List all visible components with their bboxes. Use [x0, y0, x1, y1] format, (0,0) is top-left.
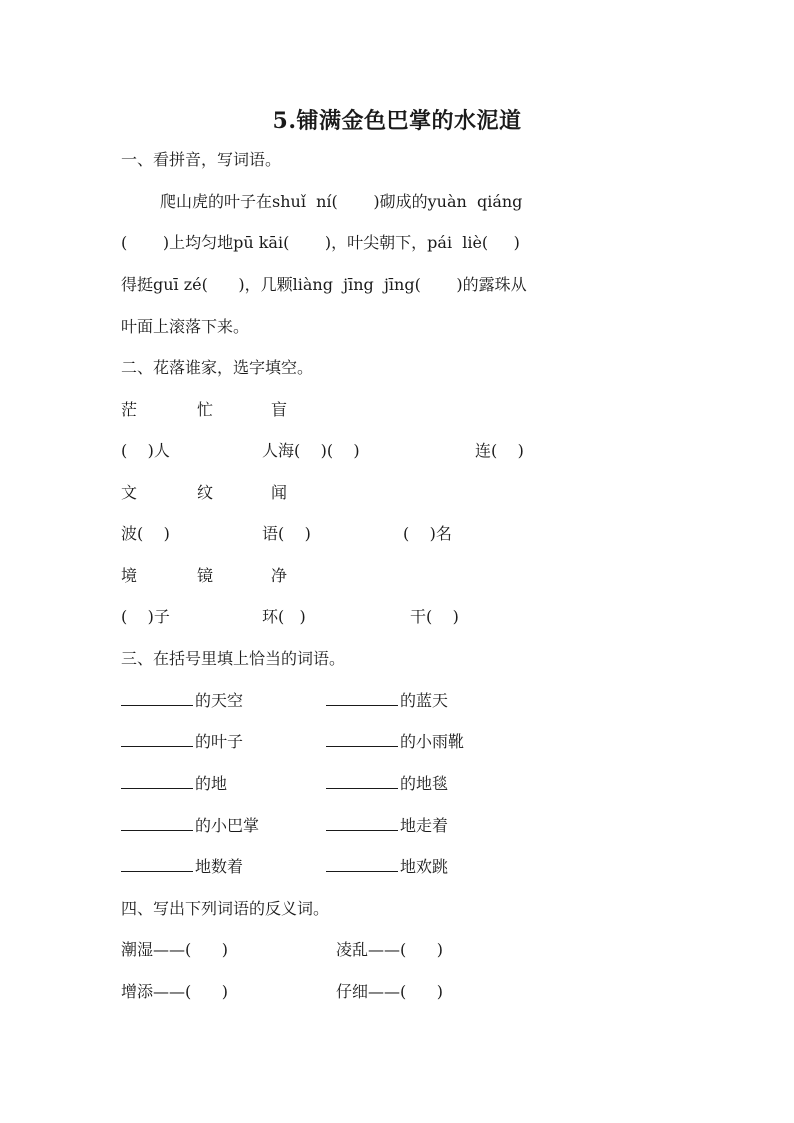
blank-phrase	[326, 816, 448, 836]
char-option: 文	[121, 483, 138, 502]
answer-blank[interactable]	[121, 774, 193, 789]
char-option: 闻	[271, 483, 288, 502]
phrase-suffix: 地数着	[195, 857, 244, 876]
page-title: 5.铺满金色巴掌的水泥道	[272, 108, 522, 134]
char-option: 盲	[271, 400, 288, 419]
antonym-item: 凌乱——( )	[336, 940, 444, 959]
char-option: 境	[121, 566, 138, 585]
blank-phrase	[326, 774, 448, 794]
blank-phrase	[326, 691, 448, 711]
antonym-item: 增添——( )	[121, 982, 229, 1001]
answer-blank[interactable]	[121, 691, 193, 706]
char-option: 忙	[197, 400, 214, 419]
section-1-line-4: 叶面上滚落下来。	[121, 317, 250, 336]
section-1-line-1: 爬山虎的叶子在shuǐ ní( )砌成的yuàn qiáng	[160, 192, 523, 211]
char-option: 纹	[197, 483, 214, 502]
fill-item: 连( )	[475, 441, 524, 460]
answer-blank[interactable]	[326, 691, 398, 706]
blank-phrase	[121, 774, 227, 794]
section-1-line-3: 得挺guī zé( )，几颗liàng jīng jīng( )的露珠从	[121, 275, 527, 294]
answer-blank[interactable]	[326, 732, 398, 747]
blank-phrase	[121, 816, 259, 836]
char-option: 净	[271, 566, 288, 585]
phrase-suffix: 的蓝天	[400, 691, 449, 710]
fill-item: ( )子	[121, 607, 170, 626]
phrase-suffix: 的小巴掌	[195, 816, 260, 835]
fill-item: 环( )	[262, 607, 306, 626]
char-option: 茫	[121, 400, 138, 419]
section-2-heading: 二、花落谁家，选字填空。	[121, 358, 314, 377]
fill-item: 波( )	[121, 524, 170, 543]
fill-item: 语( )	[262, 524, 311, 543]
blank-phrase	[121, 732, 243, 752]
section-3-heading: 三、在括号里填上恰当的词语。	[121, 649, 346, 668]
phrase-suffix: 地欢跳	[400, 857, 449, 876]
answer-blank[interactable]	[121, 857, 193, 872]
section-1-line-2: ( )上均匀地pū kāi( )，叶尖朝下，pái liè( )	[121, 233, 520, 252]
phrase-suffix: 的地	[195, 774, 228, 793]
blank-phrase	[121, 691, 243, 711]
fill-item: ( )名	[403, 524, 452, 543]
answer-blank[interactable]	[121, 816, 193, 831]
char-option: 镜	[197, 566, 214, 585]
phrase-suffix: 地走着	[400, 816, 449, 835]
answer-blank[interactable]	[121, 732, 193, 747]
fill-item: ( )人	[121, 441, 170, 460]
answer-blank[interactable]	[326, 857, 398, 872]
phrase-suffix: 的小雨靴	[400, 732, 465, 751]
blank-phrase	[121, 857, 243, 877]
section-1-heading: 一、看拼音，写词语。	[121, 150, 282, 169]
blank-phrase	[326, 732, 464, 752]
section-4-heading: 四、写出下列词语的反义词。	[121, 899, 330, 918]
fill-item: 干( )	[410, 607, 459, 626]
antonym-item: 潮湿——( )	[121, 940, 229, 959]
answer-blank[interactable]	[326, 816, 398, 831]
fill-item: 人海( )( )	[262, 441, 360, 460]
answer-blank[interactable]	[326, 774, 398, 789]
blank-phrase	[326, 857, 448, 877]
phrase-suffix: 的叶子	[195, 732, 244, 751]
phrase-suffix: 的地毯	[400, 774, 449, 793]
phrase-suffix: 的天空	[195, 691, 244, 710]
antonym-item: 仔细——( )	[336, 982, 444, 1001]
